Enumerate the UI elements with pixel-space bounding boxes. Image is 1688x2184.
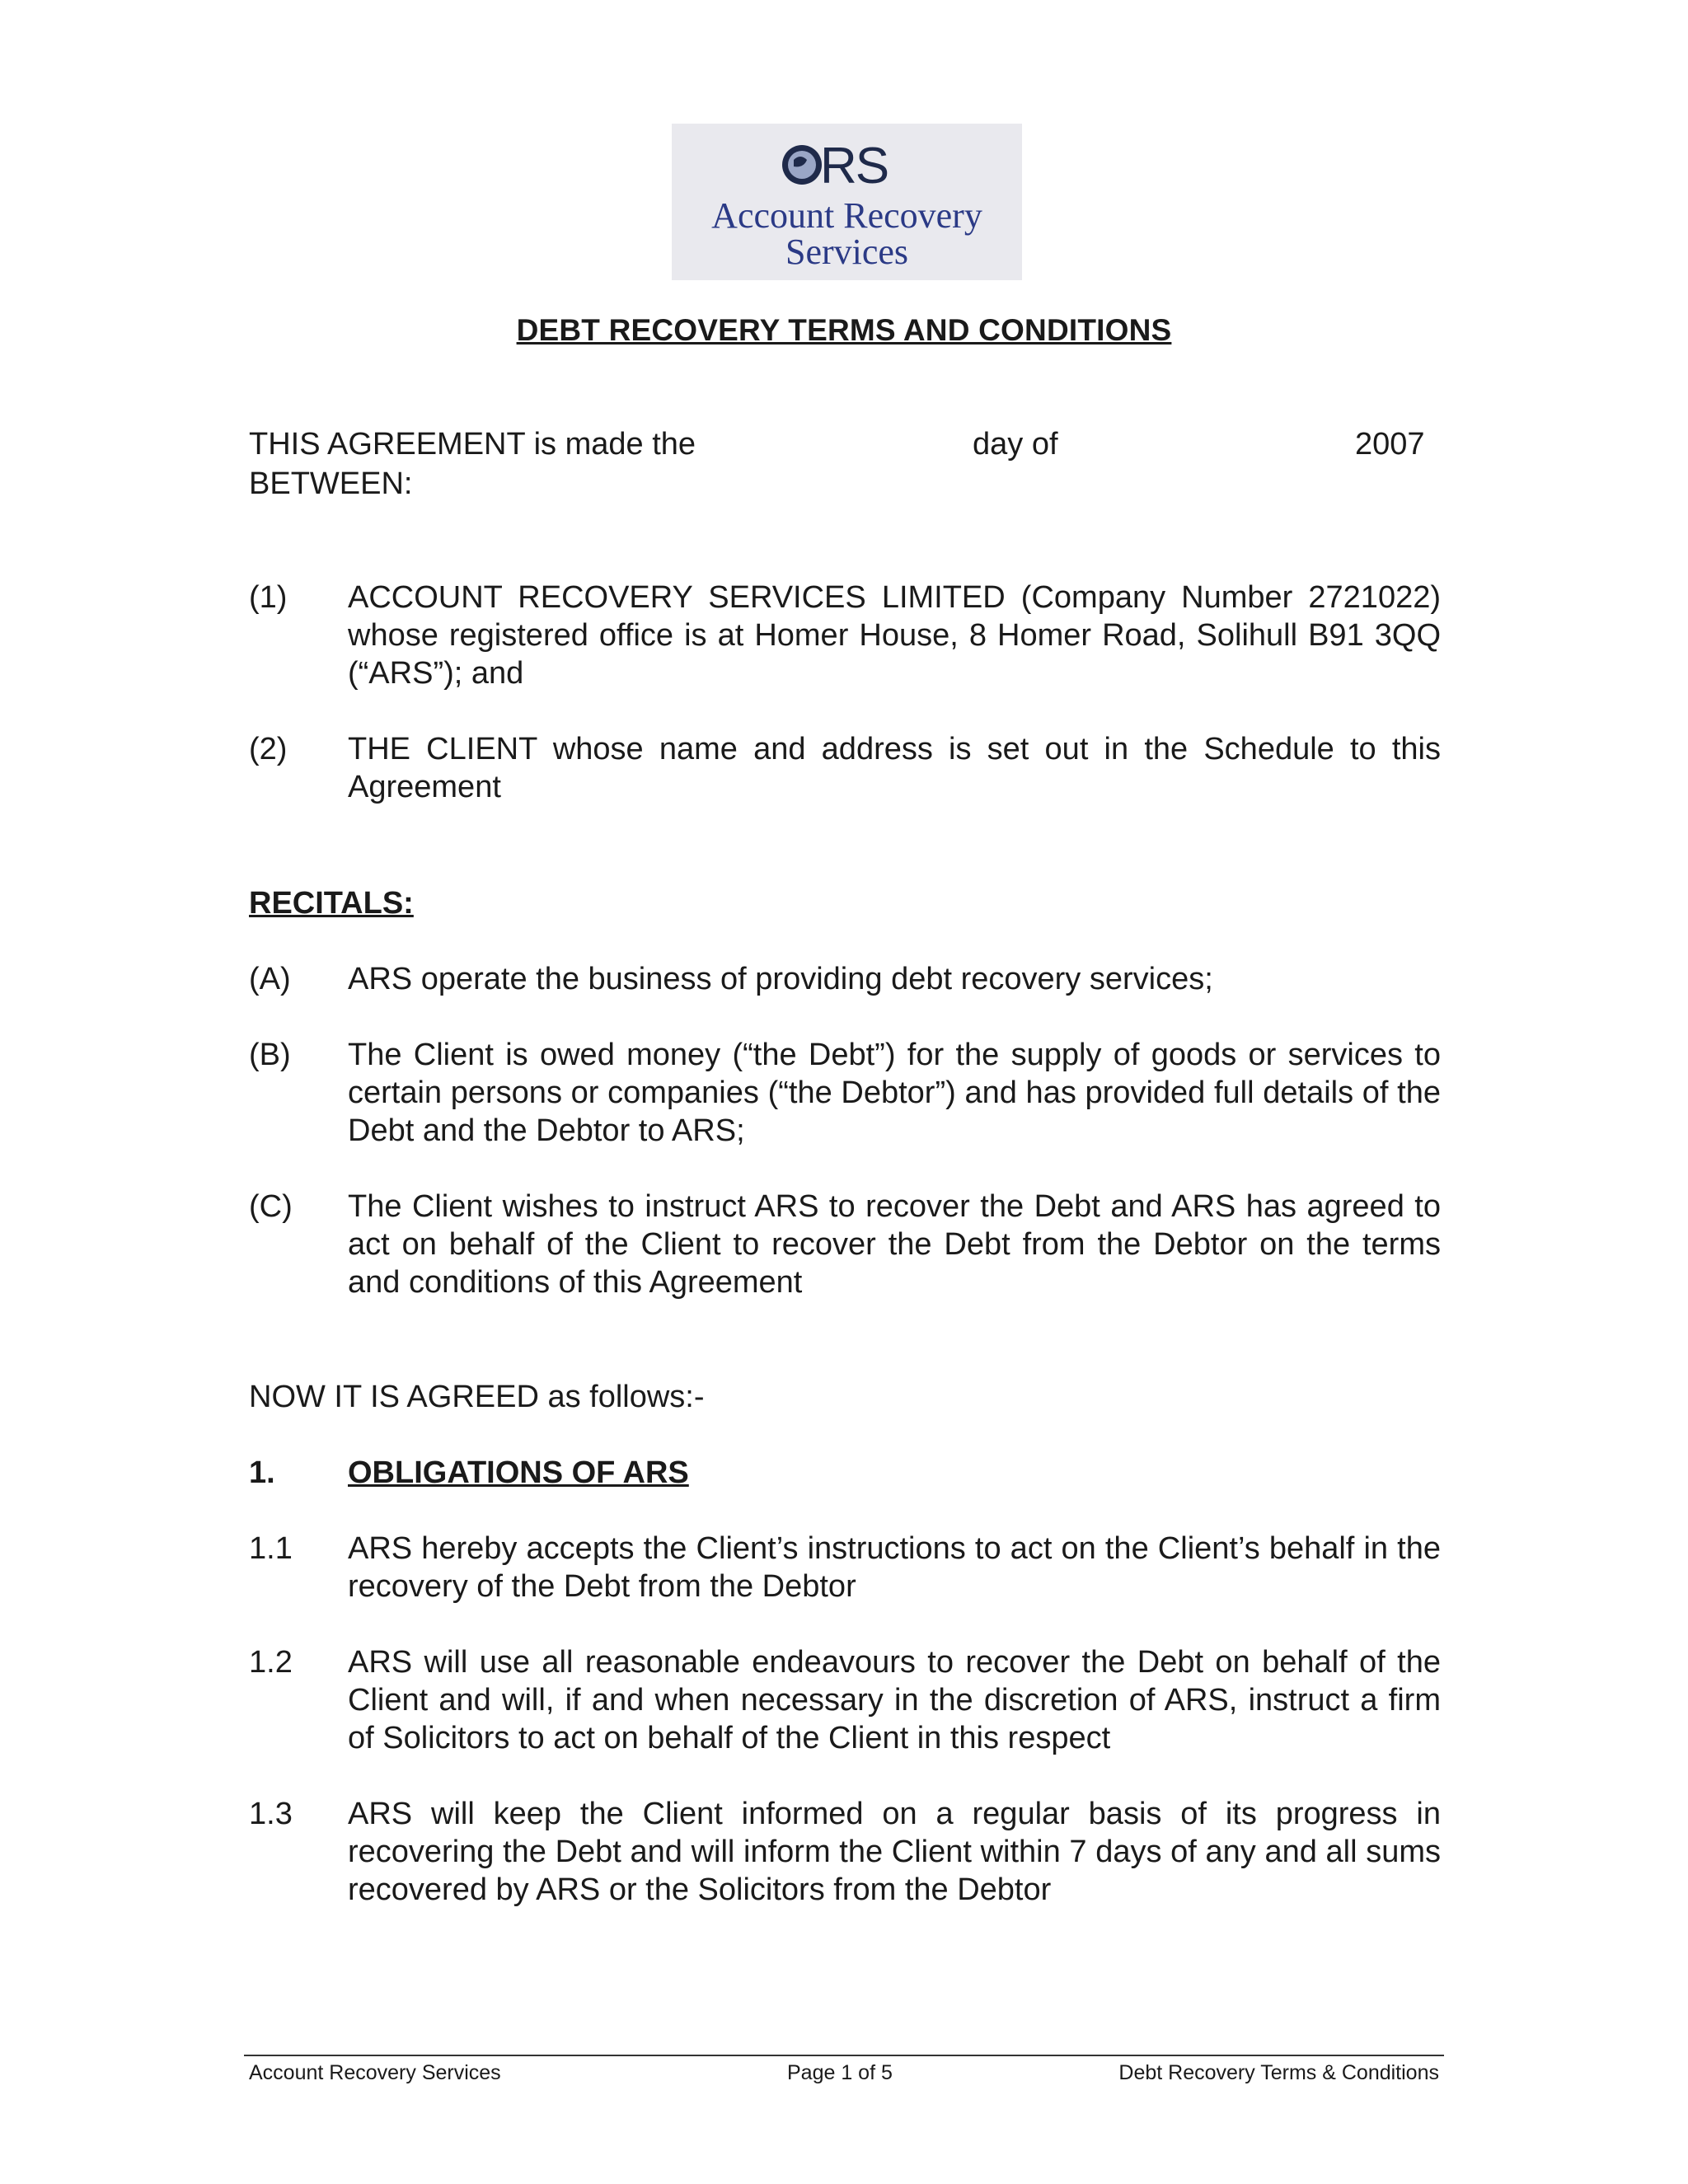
recital-text: The Client is owed money (“the Debt”) for the supply of goods or services to certain persons or companies (“the Debtor”) and has provided full details of the Debt and the Debtor to ARS; [348,1038,1441,1148]
section-title: OBLIGATIONS OF ARS [348,1455,689,1490]
agreement-between: BETWEEN: [249,466,413,501]
svg-text:RS: RS [819,138,888,193]
recital-letter: (A) [249,962,291,996]
agreement-year: 2007 [1355,427,1425,462]
ars-globe-logo-icon [777,135,917,193]
ars-logo [672,124,1022,280]
clause-text: ARS hereby accepts the Client’s instructions to act on the Client’s behalf in the recovery of the Debt from the Debtor [348,1531,1441,1604]
party-number: (2) [249,732,288,766]
logo-text-line1: Account Recovery [711,195,982,236]
recital-text: ARS operate the business of providing debt recovery services; [348,962,1213,996]
document-title: DEBT RECOVERY TERMS AND CONDITIONS [516,313,1172,347]
footer-right: Debt Recovery Terms & Conditions [1118,2061,1439,2084]
party-text: ACCOUNT RECOVERY SERVICES LIMITED (Company Number 2721022) whose registered office is at Homer House, 8 Homer Road, Solihull B91 3QQ (“ARS”); and [348,580,1441,691]
ars-logo-mark [672,135,1022,193]
section-number: 1. [249,1455,275,1490]
recitals-heading: RECITALS: [249,886,414,921]
recital-letter: (C) [249,1189,293,1224]
agreement-made-the: THIS AGREEMENT is made the [249,427,696,462]
clause-text: ARS will keep the Client informed on a regular basis of its progress in recovering the Debt and will inform the Client within 7 days of any and all sums recovered by ARS or the Solicitors from the Debtor [348,1797,1441,1907]
logo-text-line2: Services [785,232,909,272]
footer-left: Account Recovery Services [249,2061,501,2084]
party-number: (1) [249,580,288,615]
clause-number: 1.2 [249,1645,293,1680]
now-agreed-line: NOW IT IS AGREED as follows:- [249,1380,705,1414]
clause-text: ARS will use all reasonable endeavours to recover the Debt on behalf of the Client and will, if and when necessary in the discretion of ARS, instruct a firm of Solicitors to act on behalf of the Client in this respect [348,1645,1441,1755]
footer-divider [244,2055,1444,2056]
party-text: THE CLIENT whose name and address is set out in the Schedule to this Agreement [348,732,1441,804]
recital-letter: (B) [249,1038,291,1072]
footer-page-number: Page 1 of 5 [787,2061,893,2084]
agreement-date-line [249,427,1428,465]
recital-text: The Client wishes to instruct ARS to recover the Debt and ARS has agreed to act on behalf of the Client to recover the Debt from the Debtor on the terms and conditions of this Agreement [348,1189,1441,1300]
clause-number: 1.1 [249,1531,293,1566]
agreement-day-of: day of [973,427,1058,462]
clause-number: 1.3 [249,1797,293,1831]
